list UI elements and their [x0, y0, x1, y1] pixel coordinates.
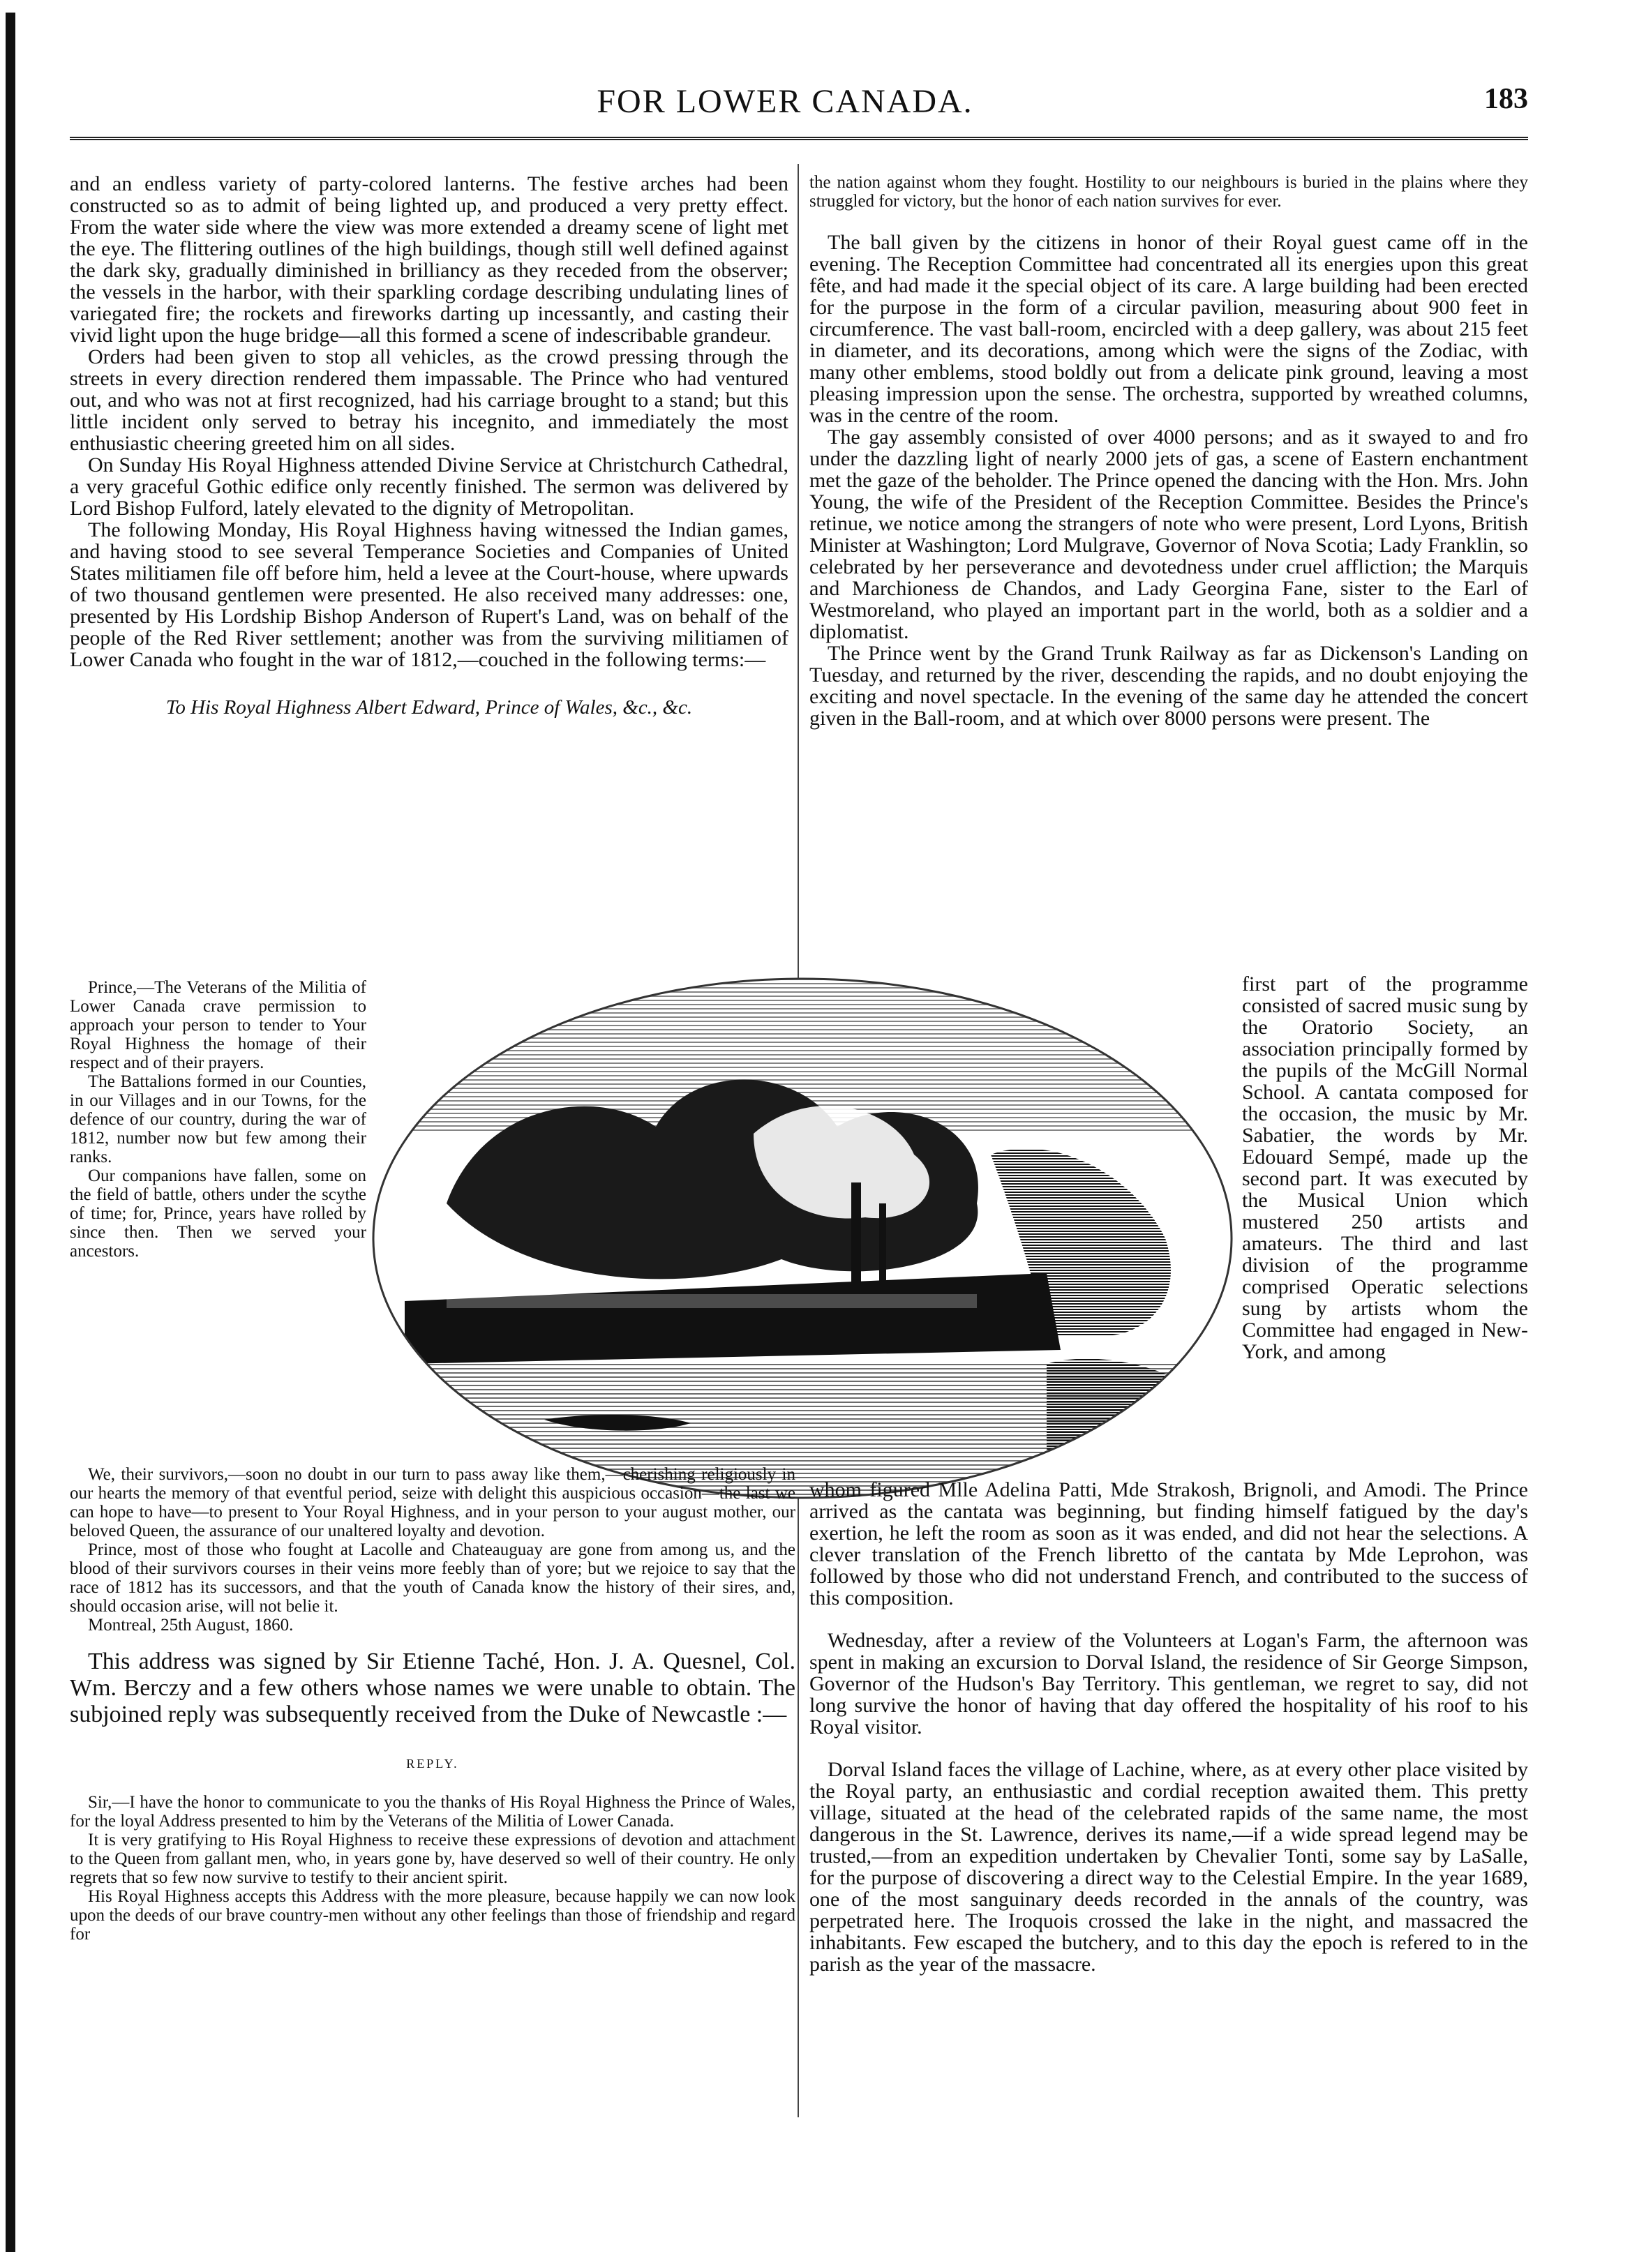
address-dedication: To His Royal Highness Albert Edward, Prince of Wales, &c., &c. — [165, 696, 693, 719]
reply-paragraph: It is very gratifying to His Royal Highness to receive these expressions of devotion and attachment to the Queen from gallant men, who, in years gone by, have deserved so well of their country. He only regrets that so few now survive to testify to their ancient spirit. — [70, 1831, 795, 1887]
address-paragraph: Our companions have fallen, some on the field of battle, others under the scythe of time; for, Prince, years have rolled by since then. Then we served your ancestors. — [70, 1166, 366, 1261]
address-paragraph: We, their survivors,—soon no doubt in our turn to pass away like them,—cherishing religiously in our hearts the memory of that eventful period, seize with delight this auspicious occasion—the last we can hope to have—to present to Your Royal Highness, and in your person to your august mother, our beloved Queen, the assurance of our unaltered loyalty and devotion. — [70, 1465, 795, 1540]
paragraph: Dorval Island faces the village of Lachine, where, as at every other place visited by the Royal party, an enthusiastic and cordial reception awaited them. This pretty village, situated at the head of the celebrated rapids of the same name, the most dangerous in the St. Lawrence, derives its name,—if a wide spread legend may be trusted,—from an expedition undertaken by Chevalier Tonti, some say by LaSalle, for the purpose of discovering a direct way to the Celestial Empire. In the year 1689, one of the most sanguinary deeds recorded in the annals of the country, was perpetrated here. The Iroquois crossed the lake in the night, and massacred the inhabitants. Few escaped the butchery, and to this day the epoch is refered to in the parish as the year of the massacre. — [809, 1758, 1528, 1976]
running-head: FOR LOWER CANADA. — [597, 83, 973, 120]
reply-paragraph: Sir,—I have the honor to communicate to you the thanks of His Royal Highness the Prince of Wales, for the loyal Address presented to him by the Veterans of the Militia of Lower Canada. — [70, 1793, 795, 1831]
address-paragraph: The Battalions formed in our Counties, in our Villages and in our Towns, for the defence of our country, during the war of 1812, number now but few among their ranks. — [70, 1072, 366, 1166]
left-column-top — [70, 173, 788, 719]
right-column-top — [809, 173, 1528, 729]
paragraph: the nation against whom they fought. Hostility to our neighbours is buried in the plains where they struggled for victory, but the honor of each nation survives for ever. — [809, 173, 1528, 211]
reply-heading: REPLY. — [406, 1757, 459, 1771]
address-paragraph: Prince, most of those who fought at Lacolle and Chateauguay are gone from among us, and the blood of their survivors courses in their veins more feebly than of yore; but we rejoice to say that the race of 1812 has its successors, and that the youth of Canada know the history of their sires, and, should occasion arise, will not belie it. — [70, 1540, 795, 1616]
paragraph: and an endless variety of party-colored lanterns. The festive arches had been constructed so as to admit of being lighted up, and produced a very pretty effect. From the water side where the view was more extended a dreamy scene of light met the eye. The flittering outlines of the high buildings, though still well defined against the dark sky, gradually diminished in brilliancy as they receded from the observer; the vessels in the harbor, with their sparkling cordage describing undulating lines of variegated fire; the rockets and fireworks darting up incessantly, and casting their vivid light upon the huge bridge—all this formed a scene of indescribable grandeur. — [70, 172, 788, 347]
paragraph: Wednesday, after a review of the Volunteers at Logan's Farm, the afternoon was spent in making an excursion to Dorval Island, the residence of Sir George Simpson, Governor of the Hudson's Bay Territory. This gentleman, we regret to say, did not long survive the honor of having that day offered the hospitality of his roof to his Royal visitor. — [809, 1629, 1528, 1738]
paragraph: The gay assembly consisted of over 4000 persons; and as it swayed to and fro under the dazzling light of nearly 2000 jets of gas, a scene of Eastern enchantment met the gaze of the beholder. The Prince opened the dancing with the Hon. Mrs. John Young, the wife of the President of the Reception Committee. Besides the Prince's retinue, we notice among the strangers of note who were present, Lord Lyons, British Minister at Washington; Lord Mulgrave, Governor of Nova Scotia; Lady Franklin, so celebrated by her perseverance and devotedness under cruel affliction; the Marquis and Marchioness de Chandos, and Lady Georgina Fane, sister to the Earl of Westmoreland, who played an important part in the world, both as a soldier and a diplomatist. — [809, 426, 1528, 643]
paragraph: The following Monday, His Royal Highness having witnessed the Indian games, and having stood to see several Temperance Societies and Companies of United States militiamen file off before him, held a levee at the Court-house, where upwards of two thousand gentlemen were presented. He also received many addresses: one, presented by His Lordship Bishop Anderson of Rupert's Land, was on behalf of the people of the Red River settlement; another was from the surviving militiamen of Lower Canada who fought in the war of 1812,—couched in the following terms:— — [70, 518, 788, 671]
paragraph: The Prince went by the Grand Trunk Railway as far as Dickenson's Landing on Tuesday, and returned by the river, descending the rapids, and no doubt enjoying the exciting and novel spectacle. In the evening of the same day he attended the concert given in the Ball-room, and at which over 8000 persons were present. The — [809, 642, 1528, 730]
page-header — [42, 82, 1528, 131]
address-signoff: Montreal, 25th August, 1860. — [88, 1616, 294, 1635]
right-column-lower — [809, 1479, 1528, 1975]
address-continued — [70, 1465, 795, 1944]
address-wrap-column — [70, 978, 366, 1261]
page-number: 183 — [1484, 83, 1528, 115]
steamboat-engraving — [363, 973, 1242, 1503]
paragraph: whom figured Mlle Adelina Patti, Mde Strakosh, Brignoli, and Amodi. The Prince arrived as the cantata was beginning, but finding himself fatigued by the day's exertion, he left the room as soon as it was ended, and did not hear the selections. A clever translation of the French libretto of the cantata by Mde Leprohon, was followed by those who did not understand French, and contributed to the success of this composition. — [809, 1478, 1528, 1609]
reply-paragraph: His Royal Highness accepts this Address with the more pleasure, because happily we can now look upon the deeds of our brave country-men without any other feelings than those of friendship and regard for — [70, 1887, 795, 1944]
scan-edge-bar — [6, 13, 15, 2252]
paragraph: On Sunday His Royal Highness attended Divine Service at Christchurch Cathedral, a very graceful Gothic edifice only recently finished. The sermon was delivered by Lord Bishop Fulford, lately elevated to the dignity of Metropolitan. — [70, 453, 788, 520]
paragraph: This address was signed by Sir Etienne Taché, Hon. J. A. Quesnel, Col. Wm. Berczy and a few others whose names we were unable to obtain. The subjoined reply was subsequently received from the Duke of Newcastle :— — [70, 1649, 795, 1727]
address-paragraph: Prince,—The Veterans of the Militia of Lower Canada crave permission to approach your person to tender to Your Royal Highness the homage of their respect and of their prayers. — [70, 978, 366, 1072]
right-wrap-column — [1242, 973, 1528, 1362]
paragraph: first part of the programme consisted of sacred music sung by the Oratorio Society, an association principally formed by the pupils of the McGill Normal School. A cantata composed for the occasion, the music by Mr. Sabatier, the words by Mr. Edouard Sempé, made up the second part. It was executed by the Musical Union which mustered 250 artists and amateurs. The third and last division of the programme comprised Operatic selections sung by artists whom the Committee had engaged in New-York, and among — [1242, 972, 1528, 1363]
header-rule — [70, 137, 1528, 140]
paragraph: Orders had been given to stop all vehicles, as the crowd pressing through the streets in every direction rendered them impassable. The Prince who had ventured out, and who was not at first recognized, had his carriage brought to a stand; but this little incident only served to betray his incegnito, and immediately the most enthusiastic cheering greeted him on all sides. — [70, 345, 788, 455]
paragraph: The ball given by the citizens in honor of their Royal guest came off in the evening. The Reception Committee had concentrated all its energies upon this great fête, and had made it the special object of its care. A large building had been erected for the purpose in the form of a circular pavilion, measuring about 900 feet in circumference. The vast ball-room, encircled with a deep gallery, was about 215 feet in diameter, and its decorations, among which were the signs of the Zodiac, with many other emblems, stood boldly out from a delicate pink ground, leaving a most pleasing impression upon the sense. The orchestra, supported by wreathed columns, was in the centre of the room. — [809, 231, 1528, 427]
